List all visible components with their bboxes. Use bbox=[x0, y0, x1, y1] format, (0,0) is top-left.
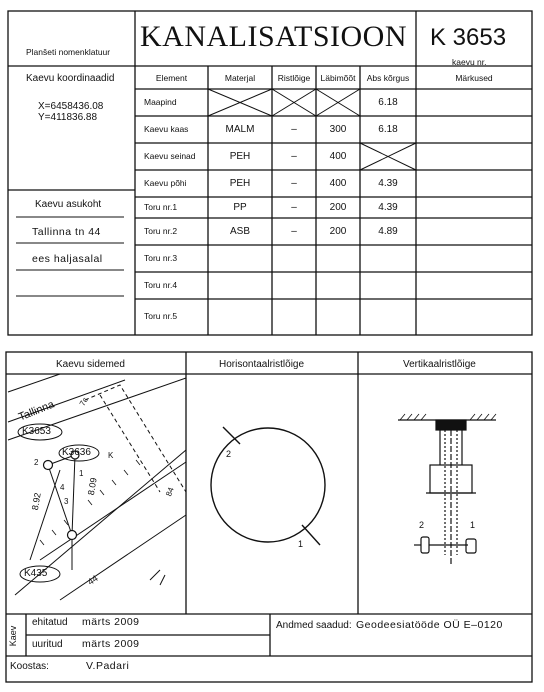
sketch-mark-84: 84 bbox=[164, 486, 176, 498]
cell-cross-section: – bbox=[291, 201, 297, 213]
side-label: Kaev bbox=[8, 625, 18, 647]
data-source-label: Andmed saadud: bbox=[276, 620, 352, 631]
header-material: Materjal bbox=[224, 73, 256, 83]
cell-material: PP bbox=[233, 201, 247, 213]
cell-abs-height: 6.18 bbox=[378, 123, 398, 135]
cell-diameter: 200 bbox=[329, 201, 347, 213]
cell-cross-section: – bbox=[291, 177, 297, 189]
location-label: Kaevu asukoht bbox=[35, 199, 102, 210]
compiled-by: V.Padari bbox=[86, 660, 130, 672]
cell-material: PEH bbox=[229, 177, 251, 189]
cell-abs-height: 6.18 bbox=[378, 96, 398, 108]
well-main-label: K3653 bbox=[22, 426, 51, 437]
location-line-2: ees haljasalal bbox=[32, 253, 103, 265]
cell-element: Maapind bbox=[144, 96, 177, 107]
cell-material: ASB bbox=[229, 225, 250, 237]
coordinate-x: X=6458436.08 bbox=[38, 101, 104, 112]
point-4-label: 4 bbox=[60, 483, 65, 492]
built-date: märts 2009 bbox=[82, 616, 140, 628]
cell-element: Toru nr.3 bbox=[144, 252, 178, 263]
horizontal-pipe-2-label: 2 bbox=[226, 449, 232, 459]
cell-element: Kaevu kaas bbox=[144, 123, 189, 134]
tie-distance-2: 8.09 bbox=[85, 476, 99, 496]
location-line-1: Tallinna tn 44 bbox=[32, 226, 101, 238]
tie-distance-1: 8.92 bbox=[29, 491, 43, 511]
data-source-value: Geodeesiatööde OÜ E–0120 bbox=[356, 619, 503, 631]
cell-diameter: 200 bbox=[329, 225, 347, 237]
cell-cross-section: – bbox=[291, 150, 297, 162]
house-number: 44 bbox=[85, 573, 100, 588]
cell-element: Toru nr.1 bbox=[144, 201, 178, 212]
built-label: ehitatud bbox=[32, 617, 68, 628]
page-title: KANALISATSIOON bbox=[140, 20, 407, 53]
horizontal-section bbox=[211, 427, 325, 545]
cell-element: Toru nr.2 bbox=[144, 225, 178, 236]
header-cross-section: Ristlõige bbox=[277, 73, 311, 83]
well-code: K 3653 bbox=[430, 24, 507, 51]
vertical-section bbox=[398, 414, 496, 565]
sketch-letter-k: K bbox=[108, 451, 114, 460]
nomenclature-label: Planšeti nomenklatuur bbox=[26, 47, 111, 57]
horizontal-section-heading: Horisontaalristlõige bbox=[219, 359, 305, 370]
compiled-label: Koostas: bbox=[10, 661, 49, 672]
sketch-mark-7c: 7c bbox=[77, 395, 90, 408]
cell-material: MALM bbox=[225, 123, 255, 135]
cell-material: PEH bbox=[229, 150, 251, 162]
header-diameter: Läbimõõt bbox=[320, 73, 356, 83]
cell-diameter: 300 bbox=[329, 123, 347, 135]
coordinates-label: Kaevu koordinaadid bbox=[26, 73, 115, 84]
cell-element: Toru nr.5 bbox=[144, 311, 178, 321]
vertical-pipe-2-label: 2 bbox=[419, 520, 425, 530]
cell-cross-section: – bbox=[291, 225, 297, 237]
cell-diameter: 400 bbox=[329, 177, 347, 189]
cell-cross-section: – bbox=[291, 123, 297, 135]
surveyed-label: uuritud bbox=[32, 639, 63, 650]
vertical-pipe-1-label: 1 bbox=[470, 520, 476, 530]
well-lower-label: K435 bbox=[24, 568, 48, 579]
horizontal-pipe-1-label: 1 bbox=[298, 539, 304, 549]
street-name: Tallinna bbox=[16, 398, 57, 424]
cell-element: Toru nr.4 bbox=[144, 279, 178, 290]
well-number-label: kaevu nr. bbox=[452, 57, 487, 67]
header-notes: Märkused bbox=[455, 73, 493, 83]
header-element: Element bbox=[155, 73, 188, 83]
surveyed-date: märts 2009 bbox=[82, 638, 140, 650]
coordinate-y: Y=411836.88 bbox=[38, 112, 98, 123]
cell-diameter: 400 bbox=[329, 150, 347, 162]
header-abs-height: Abs kõrgus bbox=[366, 73, 410, 83]
point-3-label: 3 bbox=[64, 497, 69, 506]
vertical-section-heading: Vertikaalristlõige bbox=[403, 359, 476, 370]
point-2-label: 2 bbox=[34, 458, 39, 467]
cell-element: Kaevu seinad bbox=[144, 150, 196, 161]
cell-element: Kaevu põhi bbox=[144, 177, 187, 188]
cell-abs-height: 4.89 bbox=[378, 225, 398, 237]
cell-abs-height: 4.39 bbox=[378, 201, 398, 213]
ties-heading: Kaevu sidemed bbox=[56, 359, 125, 370]
well-neighbor-label: K3636 bbox=[62, 447, 91, 458]
point-1-label: 1 bbox=[79, 469, 84, 478]
cell-abs-height: 4.39 bbox=[378, 177, 398, 189]
